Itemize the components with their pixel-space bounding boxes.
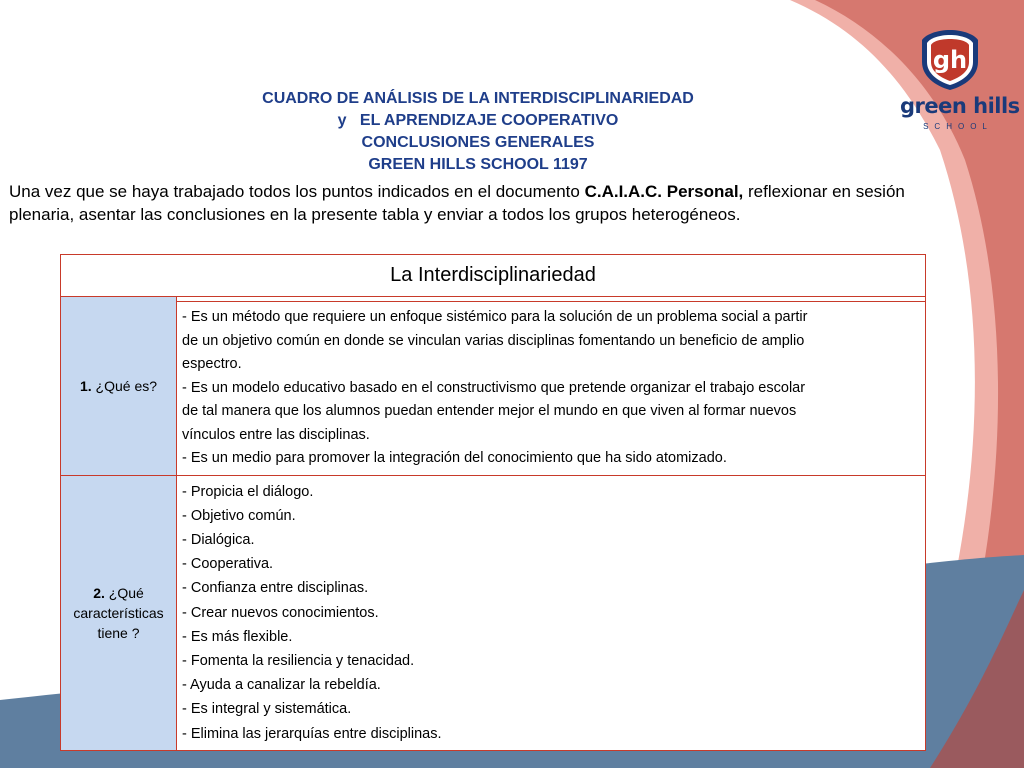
row-label-que-es <box>61 297 177 475</box>
row-content-caracteristicas <box>177 476 925 750</box>
row-label-text-2: características <box>73 604 164 621</box>
content-line: de un objetivo común en donde se vinculan varias disciplinas fomentando un beneficio de amplio <box>182 332 805 349</box>
row-label-text: ¿Qué es? <box>91 377 158 394</box>
row-label-number: 2. <box>93 584 105 601</box>
row-label-number: 1. <box>79 377 92 394</box>
content-line: - Ayuda a canalizar la rebeldía. <box>182 677 381 694</box>
row-content-que-es <box>177 301 925 475</box>
content-line: de tal manera que los alumnos puedan entender mejor el mundo en que viven al formar nuevos <box>182 403 797 419</box>
content-line: - Es un medio para promover la integración del conocimiento que ha sido atomizado. <box>182 450 727 466</box>
table-row <box>61 297 925 476</box>
school-logo <box>888 22 1024 132</box>
header-line-2: y EL APRENDIZAJE COOPERATIVO <box>337 112 619 129</box>
content-line: - Es más flexible. <box>182 628 293 645</box>
content-line: - Fomenta la resiliencia y tenacidad. <box>182 652 415 669</box>
content-line: vínculos entre las disciplinas. <box>182 426 370 443</box>
intro-bold-text: C.A.I.A.C. Personal, <box>584 182 744 201</box>
logo-subtitle: SCHOOL <box>923 122 993 131</box>
content-line: - Objetivo común. <box>182 507 296 524</box>
table-row <box>61 476 925 750</box>
header-line-4: GREEN HILLS SCHOOL 1197 <box>368 156 588 173</box>
header-line-1: CUADRO DE ANÁLISIS DE LA INTERDISCIPLINARIEDAD <box>262 90 694 107</box>
analysis-table <box>60 254 926 751</box>
content-line: - Crear nuevos conocimientos. <box>182 604 379 621</box>
row-label-text-3: tiene ? <box>97 624 140 641</box>
content-line: - Elimina las jerarquías entre disciplinas. <box>182 725 442 742</box>
document-header <box>120 88 836 176</box>
intro-text-2: reflexionar en sesión plenaria, asentar las conclusiones en la presente tabla y enviar a todos los grupos heterogéneos. <box>9 182 905 224</box>
row-label-caracteristicas <box>61 476 177 750</box>
logo-name: green hills <box>900 94 1020 118</box>
content-line: - Es un método que requiere un enfoque sistémico para la solución de un problema social a partir <box>182 309 808 325</box>
header-line-3: CONCLUSIONES GENERALES <box>361 134 595 151</box>
shield-logo-icon <box>920 28 980 92</box>
row-label-text-1: ¿Qué <box>104 584 144 601</box>
content-line: - Propicia el diálogo. <box>182 483 314 500</box>
content-line: - Es integral y sistemática. <box>182 701 352 718</box>
content-line: - Es un modelo educativo basado en el constructivismo que pretende organizar el trabajo escolar <box>182 379 806 396</box>
logo-badge-letters: gh <box>932 46 968 74</box>
intro-text-1: Una vez que se haya trabajado todos los puntos indicados en el documento <box>9 182 585 201</box>
intro-paragraph <box>9 181 939 226</box>
content-line: - Confianza entre disciplinas. <box>182 580 369 597</box>
content-line: espectro. <box>182 356 242 372</box>
table-title: La Interdisciplinariedad <box>61 255 925 297</box>
content-line: - Cooperativa. <box>182 556 274 573</box>
content-line: - Dialógica. <box>182 531 255 548</box>
